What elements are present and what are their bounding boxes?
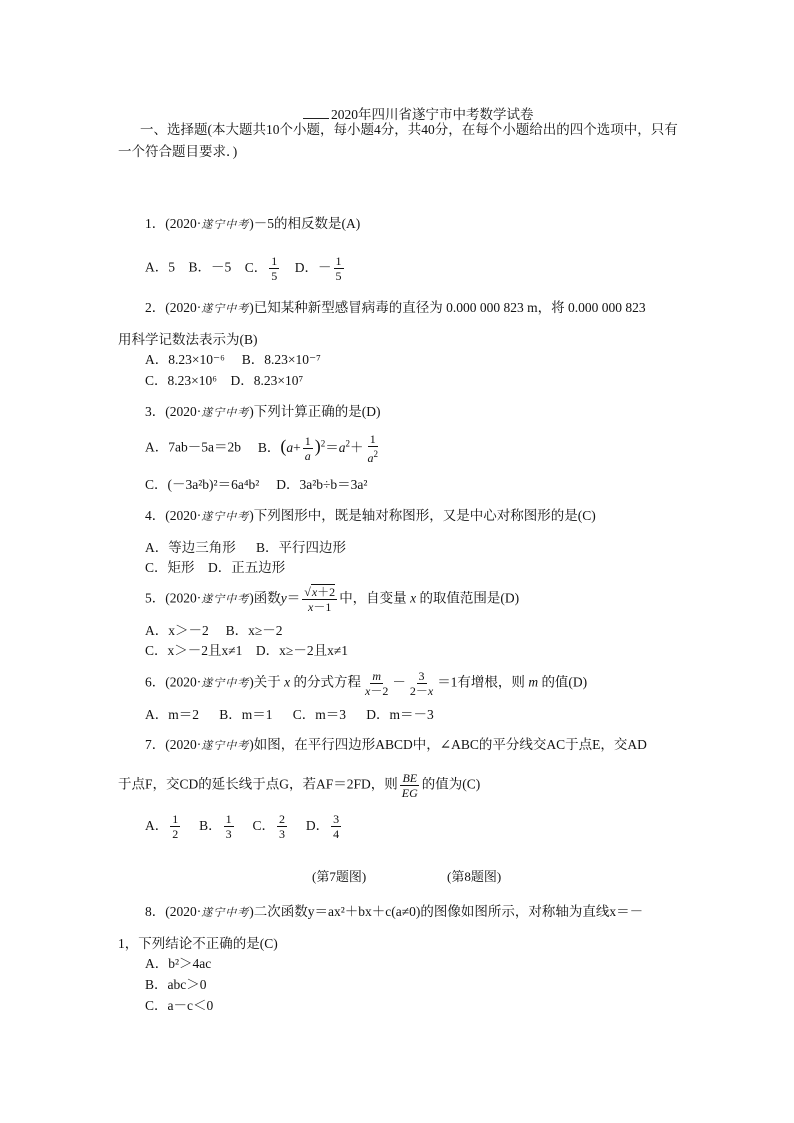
option-a: A．x＞－2 bbox=[145, 623, 209, 638]
option-b: B．平行四边形 bbox=[256, 540, 347, 555]
question-3: 3．(2020·遂宁中考)下列计算正确的是(D) bbox=[145, 404, 381, 419]
option-a: A．5 bbox=[145, 259, 175, 275]
question-4-options-cd bbox=[145, 556, 285, 576]
question-4: 4．(2020·遂宁中考)下列图形中，既是轴对称图形，又是中心对称图形的是(C) bbox=[145, 508, 596, 523]
question-6-options bbox=[145, 703, 434, 723]
question-7-options bbox=[145, 812, 343, 841]
question-7-cont: 于点F，交CD的延长线于点G，若AF＝2FD，则 $\frac{BE}{EG}$ 的值为(C) bbox=[118, 771, 481, 800]
option-d: D．m＝－3 bbox=[366, 707, 434, 722]
option-d: D．－ $\frac{1}{5}$ bbox=[294, 254, 342, 283]
option-b: B．8.23×10⁻⁷ bbox=[241, 352, 321, 367]
question-2-options-cd bbox=[145, 369, 303, 389]
question-1-options bbox=[145, 254, 346, 283]
section-instruction: 一、选择题(本大题共10个小题，每小题4分，共40分，在每个小题给出的四个选项中，只有一个符合题目要求．) bbox=[118, 122, 678, 159]
question-1: 1．(2020·遂宁中考)－5的相反数是(A) bbox=[145, 216, 361, 231]
figure-8-caption: (第8题图) bbox=[447, 869, 502, 884]
question-6: 6．(2020·遂宁中考)关于 x 的分式方程 $\frac{m}{x-2}$ － $\frac{3}{2-x}$ ＝1有增根，则 m 的值(D) bbox=[145, 669, 588, 698]
option-a: A．m＝2 bbox=[145, 707, 199, 722]
question-4-options-ab bbox=[145, 536, 346, 556]
option-c: C．矩形 bbox=[145, 560, 195, 575]
question-7: 7．(2020·遂宁中考)如图，在平行四边形ABCD中，∠ABC的平分线交AC于点E，交AD bbox=[145, 737, 647, 752]
option-c: C．8.23×10⁶ bbox=[145, 373, 217, 388]
option-b: B．(a+ $\frac{1}{a}$ )$^2=a^2+$ $\frac{1}{a^2}$ bbox=[257, 432, 378, 465]
option-c: C．m＝3 bbox=[292, 707, 347, 722]
question-2-options-ab bbox=[145, 348, 321, 368]
option-c: C．(－3a²b)²＝6a⁴b² bbox=[145, 477, 260, 492]
option-a: A．等边三角形 bbox=[145, 540, 236, 555]
figure-7-caption: (第7题图) bbox=[312, 869, 367, 884]
question-8-option-a: A．b²＞4ac bbox=[145, 956, 212, 971]
page-title: 2020年四川省遂宁市中考数学试卷 bbox=[303, 103, 534, 123]
option-c: C． $\frac{1}{5}$ bbox=[244, 254, 278, 283]
question-8-option-c: C．a－c＜0 bbox=[145, 998, 214, 1013]
question-5-options-cd bbox=[145, 639, 348, 659]
option-d: D．8.23×10⁷ bbox=[230, 373, 304, 388]
question-3-options-cd bbox=[145, 473, 367, 493]
question-5-options-ab bbox=[145, 619, 283, 639]
option-d: D． $\frac{3}{4}$ bbox=[305, 812, 340, 841]
question-8-cont: 1，下列结论不正确的是(C) bbox=[118, 936, 278, 951]
question-8-option-b: B．abc＞0 bbox=[145, 977, 207, 992]
source-tag: 遂宁中考 bbox=[201, 218, 250, 231]
option-a: A．8.23×10⁻⁶ bbox=[145, 352, 225, 367]
option-b: B．－5 bbox=[188, 259, 232, 275]
option-b: B．m＝1 bbox=[219, 707, 273, 722]
option-d: D．x≥－2且x≠1 bbox=[255, 643, 348, 658]
option-d: D．正五边形 bbox=[208, 560, 286, 575]
option-c: C． $\frac{2}{3}$ bbox=[252, 812, 286, 841]
question-5: 5．(2020·遂宁中考)函数y＝ $\frac{√x+2}{x-1}$ 中，自变量 x 的取值范围是(D) bbox=[145, 585, 520, 614]
question-8: 8．(2020·遂宁中考)二次函数y＝ax²＋bx＋c(a≠0)的图像如图所示，对称轴为直线x＝－ bbox=[145, 904, 644, 919]
title-blank bbox=[303, 106, 329, 119]
option-a: A． $\frac{1}{2}$ bbox=[145, 812, 179, 841]
option-d: D．3a²b÷b＝3a² bbox=[276, 477, 368, 492]
option-c: C．x＞－2且x≠1 bbox=[145, 643, 243, 658]
question-2-cont: 用科学记数法表示为(B) bbox=[118, 332, 258, 347]
option-b: B． $\frac{1}{3}$ bbox=[199, 812, 232, 841]
option-a: A．7ab－5a＝2b bbox=[145, 439, 241, 455]
option-b: B．x≥－2 bbox=[225, 623, 283, 638]
question-3-options-ab bbox=[145, 432, 382, 465]
question-2: 2．(2020·遂宁中考)已知某种新型感冒病毒的直径为 0.000 000 823 m，将 0.000 000 823 bbox=[145, 300, 646, 315]
